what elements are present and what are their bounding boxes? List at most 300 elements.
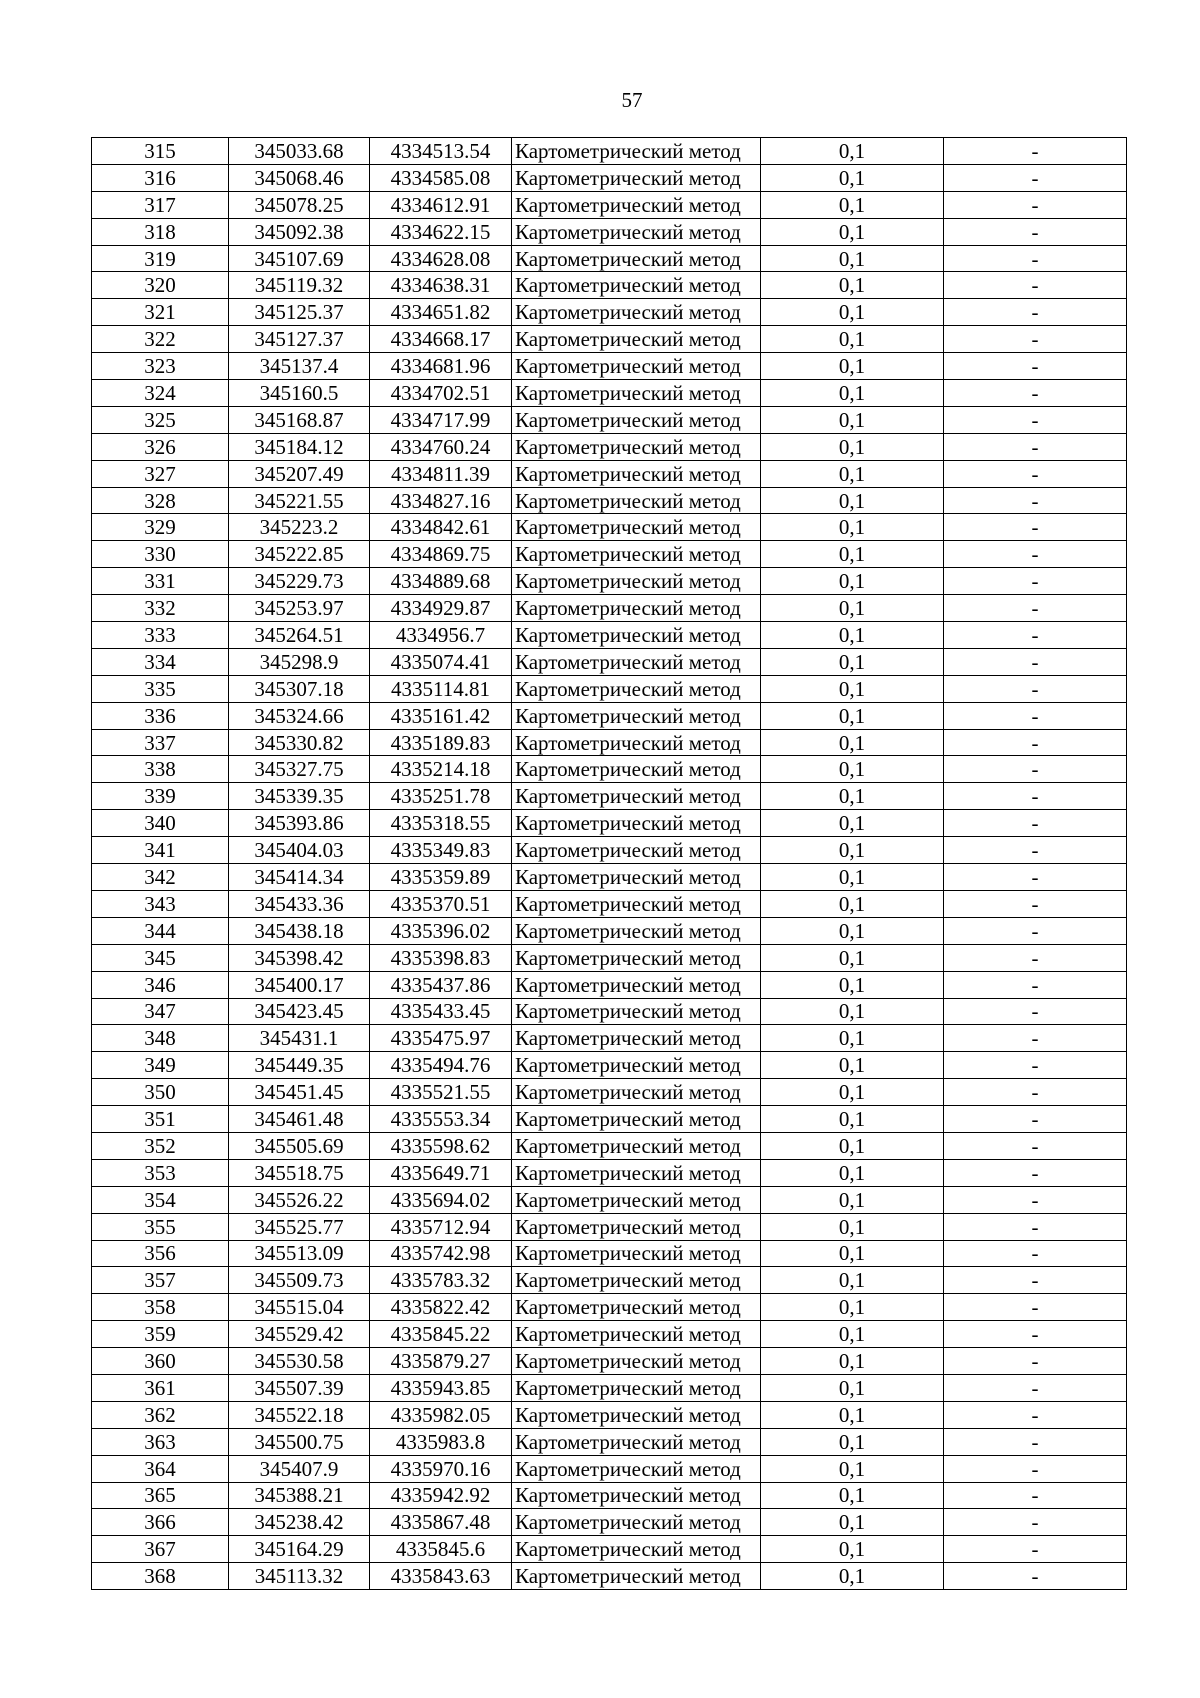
accuracy-cell: 0,1 (761, 595, 944, 622)
table-row (92, 218, 1127, 245)
method-cell: Картометрический метод (512, 622, 761, 649)
x-coordinate-cell: 345400.17 (229, 971, 370, 998)
table-row (92, 1267, 1127, 1294)
x-coordinate-cell: 345423.45 (229, 998, 370, 1025)
accuracy-cell: 0,1 (761, 837, 944, 864)
accuracy-cell: 0,1 (761, 1159, 944, 1186)
point-number-cell: 358 (92, 1294, 229, 1321)
x-coordinate-cell: 345207.49 (229, 460, 370, 487)
table-row (92, 487, 1127, 514)
y-coordinate-cell: 4335943.85 (370, 1374, 512, 1401)
dash-cell: - (944, 1401, 1127, 1428)
x-coordinate-cell: 345438.18 (229, 917, 370, 944)
y-coordinate-cell: 4335475.97 (370, 1025, 512, 1052)
method-cell: Картометрический метод (512, 837, 761, 864)
x-coordinate-cell: 345513.09 (229, 1240, 370, 1267)
method-cell: Картометрический метод (512, 1509, 761, 1536)
x-coordinate-cell: 345393.86 (229, 810, 370, 837)
x-coordinate-cell: 345388.21 (229, 1482, 370, 1509)
point-number-cell: 355 (92, 1213, 229, 1240)
y-coordinate-cell: 4335349.83 (370, 837, 512, 864)
y-coordinate-cell: 4335942.92 (370, 1482, 512, 1509)
table-row (92, 595, 1127, 622)
accuracy-cell: 0,1 (761, 783, 944, 810)
point-number-cell: 336 (92, 702, 229, 729)
accuracy-cell: 0,1 (761, 514, 944, 541)
method-cell: Картометрический метод (512, 1536, 761, 1563)
point-number-cell: 359 (92, 1321, 229, 1348)
y-coordinate-cell: 4335359.89 (370, 864, 512, 891)
accuracy-cell: 0,1 (761, 380, 944, 407)
table-row (92, 810, 1127, 837)
x-coordinate-cell: 345078.25 (229, 191, 370, 218)
y-coordinate-cell: 4334929.87 (370, 595, 512, 622)
table-row (92, 380, 1127, 407)
dash-cell: - (944, 1536, 1127, 1563)
dash-cell: - (944, 138, 1127, 165)
y-coordinate-cell: 4335712.94 (370, 1213, 512, 1240)
accuracy-cell: 0,1 (761, 299, 944, 326)
method-cell: Картометрический метод (512, 272, 761, 299)
dash-cell: - (944, 595, 1127, 622)
point-number-cell: 335 (92, 675, 229, 702)
method-cell: Картометрический метод (512, 756, 761, 783)
table-row (92, 864, 1127, 891)
point-number-cell: 360 (92, 1348, 229, 1375)
table-row (92, 1348, 1127, 1375)
x-coordinate-cell: 345229.73 (229, 568, 370, 595)
y-coordinate-cell: 4335396.02 (370, 917, 512, 944)
method-cell: Картометрический метод (512, 1401, 761, 1428)
dash-cell: - (944, 353, 1127, 380)
point-number-cell: 343 (92, 890, 229, 917)
accuracy-cell: 0,1 (761, 998, 944, 1025)
y-coordinate-cell: 4334827.16 (370, 487, 512, 514)
method-cell: Картометрический метод (512, 810, 761, 837)
method-cell: Картометрический метод (512, 514, 761, 541)
point-number-cell: 333 (92, 622, 229, 649)
accuracy-cell: 0,1 (761, 1536, 944, 1563)
x-coordinate-cell: 345505.69 (229, 1132, 370, 1159)
accuracy-cell: 0,1 (761, 218, 944, 245)
y-coordinate-cell: 4334889.68 (370, 568, 512, 595)
x-coordinate-cell: 345253.97 (229, 595, 370, 622)
y-coordinate-cell: 4334811.39 (370, 460, 512, 487)
x-coordinate-cell: 345431.1 (229, 1025, 370, 1052)
point-number-cell: 368 (92, 1563, 229, 1590)
point-number-cell: 332 (92, 595, 229, 622)
x-coordinate-cell: 345526.22 (229, 1186, 370, 1213)
accuracy-cell: 0,1 (761, 1321, 944, 1348)
dash-cell: - (944, 971, 1127, 998)
y-coordinate-cell: 4335370.51 (370, 890, 512, 917)
point-number-cell: 363 (92, 1428, 229, 1455)
dash-cell: - (944, 1025, 1127, 1052)
table-row (92, 837, 1127, 864)
dash-cell: - (944, 299, 1127, 326)
method-cell: Картометрический метод (512, 433, 761, 460)
method-cell: Картометрический метод (512, 1132, 761, 1159)
accuracy-cell: 0,1 (761, 1052, 944, 1079)
y-coordinate-cell: 4334628.08 (370, 245, 512, 272)
x-coordinate-cell: 345433.36 (229, 890, 370, 917)
accuracy-cell: 0,1 (761, 460, 944, 487)
y-coordinate-cell: 4334760.24 (370, 433, 512, 460)
y-coordinate-cell: 4335214.18 (370, 756, 512, 783)
y-coordinate-cell: 4335114.81 (370, 675, 512, 702)
accuracy-cell: 0,1 (761, 1428, 944, 1455)
x-coordinate-cell: 345125.37 (229, 299, 370, 326)
y-coordinate-cell: 4334651.82 (370, 299, 512, 326)
table-row (92, 1106, 1127, 1133)
table-row (92, 1132, 1127, 1159)
accuracy-cell: 0,1 (761, 1509, 944, 1536)
dash-cell: - (944, 1240, 1127, 1267)
table-row (92, 702, 1127, 729)
point-number-cell: 321 (92, 299, 229, 326)
table-row (92, 1401, 1127, 1428)
accuracy-cell: 0,1 (761, 1374, 944, 1401)
point-number-cell: 325 (92, 406, 229, 433)
x-coordinate-cell: 345404.03 (229, 837, 370, 864)
table-row (92, 1509, 1127, 1536)
page-number: 57 (621, 88, 643, 112)
x-coordinate-cell: 345221.55 (229, 487, 370, 514)
point-number-cell: 357 (92, 1267, 229, 1294)
accuracy-cell: 0,1 (761, 191, 944, 218)
x-coordinate-cell: 345530.58 (229, 1348, 370, 1375)
method-cell: Картометрический метод (512, 998, 761, 1025)
dash-cell: - (944, 1294, 1127, 1321)
point-number-cell: 364 (92, 1455, 229, 1482)
table-row (92, 1079, 1127, 1106)
method-cell: Картометрический метод (512, 648, 761, 675)
method-cell: Картометрический метод (512, 380, 761, 407)
dash-cell: - (944, 1321, 1127, 1348)
table-row (92, 541, 1127, 568)
point-number-cell: 324 (92, 380, 229, 407)
x-coordinate-cell: 345298.9 (229, 648, 370, 675)
dash-cell: - (944, 648, 1127, 675)
point-number-cell: 326 (92, 433, 229, 460)
point-number-cell: 366 (92, 1509, 229, 1536)
accuracy-cell: 0,1 (761, 890, 944, 917)
accuracy-cell: 0,1 (761, 756, 944, 783)
method-cell: Картометрический метод (512, 783, 761, 810)
point-number-cell: 330 (92, 541, 229, 568)
y-coordinate-cell: 4334842.61 (370, 514, 512, 541)
x-coordinate-cell: 345107.69 (229, 245, 370, 272)
method-cell: Картометрический метод (512, 917, 761, 944)
method-cell: Картометрический метод (512, 1348, 761, 1375)
point-number-cell: 352 (92, 1132, 229, 1159)
accuracy-cell: 0,1 (761, 1401, 944, 1428)
y-coordinate-cell: 4335845.22 (370, 1321, 512, 1348)
x-coordinate-cell: 345522.18 (229, 1401, 370, 1428)
y-coordinate-cell: 4334717.99 (370, 406, 512, 433)
method-cell: Картометрический метод (512, 487, 761, 514)
y-coordinate-cell: 4334612.91 (370, 191, 512, 218)
accuracy-cell: 0,1 (761, 971, 944, 998)
table-row (92, 138, 1127, 165)
y-coordinate-cell: 4335783.32 (370, 1267, 512, 1294)
accuracy-cell: 0,1 (761, 729, 944, 756)
dash-cell: - (944, 487, 1127, 514)
dash-cell: - (944, 917, 1127, 944)
method-cell: Картометрический метод (512, 1455, 761, 1482)
method-cell: Картометрический метод (512, 890, 761, 917)
y-coordinate-cell: 4335970.16 (370, 1455, 512, 1482)
dash-cell: - (944, 218, 1127, 245)
accuracy-cell: 0,1 (761, 433, 944, 460)
y-coordinate-cell: 4335398.83 (370, 944, 512, 971)
point-number-cell: 344 (92, 917, 229, 944)
x-coordinate-cell: 345222.85 (229, 541, 370, 568)
table-row (92, 164, 1127, 191)
accuracy-cell: 0,1 (761, 541, 944, 568)
method-cell: Картометрический метод (512, 218, 761, 245)
table-row (92, 971, 1127, 998)
dash-cell: - (944, 1267, 1127, 1294)
x-coordinate-cell: 345327.75 (229, 756, 370, 783)
x-coordinate-cell: 345407.9 (229, 1455, 370, 1482)
dash-cell: - (944, 191, 1127, 218)
accuracy-cell: 0,1 (761, 1294, 944, 1321)
y-coordinate-cell: 4335982.05 (370, 1401, 512, 1428)
method-cell: Картометрический метод (512, 1321, 761, 1348)
method-cell: Картометрический метод (512, 675, 761, 702)
point-number-cell: 346 (92, 971, 229, 998)
x-coordinate-cell: 345339.35 (229, 783, 370, 810)
accuracy-cell: 0,1 (761, 1213, 944, 1240)
x-coordinate-cell: 345307.18 (229, 675, 370, 702)
dash-cell: - (944, 622, 1127, 649)
method-cell: Картометрический метод (512, 1294, 761, 1321)
point-number-cell: 323 (92, 353, 229, 380)
method-cell: Картометрический метод (512, 1428, 761, 1455)
accuracy-cell: 0,1 (761, 1563, 944, 1590)
point-number-cell: 349 (92, 1052, 229, 1079)
point-number-cell: 319 (92, 245, 229, 272)
dash-cell: - (944, 326, 1127, 353)
dash-cell: - (944, 998, 1127, 1025)
dash-cell: - (944, 783, 1127, 810)
accuracy-cell: 0,1 (761, 648, 944, 675)
point-number-cell: 320 (92, 272, 229, 299)
table-row (92, 917, 1127, 944)
coordinates-table-body (92, 138, 1127, 1590)
y-coordinate-cell: 4335649.71 (370, 1159, 512, 1186)
point-number-cell: 318 (92, 218, 229, 245)
y-coordinate-cell: 4335074.41 (370, 648, 512, 675)
x-coordinate-cell: 345525.77 (229, 1213, 370, 1240)
accuracy-cell: 0,1 (761, 1482, 944, 1509)
accuracy-cell: 0,1 (761, 622, 944, 649)
x-coordinate-cell: 345068.46 (229, 164, 370, 191)
point-number-cell: 362 (92, 1401, 229, 1428)
table-row (92, 1186, 1127, 1213)
accuracy-cell: 0,1 (761, 326, 944, 353)
method-cell: Картометрический метод (512, 1025, 761, 1052)
dash-cell: - (944, 675, 1127, 702)
y-coordinate-cell: 4335694.02 (370, 1186, 512, 1213)
method-cell: Картометрический метод (512, 1267, 761, 1294)
x-coordinate-cell: 345507.39 (229, 1374, 370, 1401)
point-number-cell: 322 (92, 326, 229, 353)
point-number-cell: 331 (92, 568, 229, 595)
method-cell: Картометрический метод (512, 1106, 761, 1133)
dash-cell: - (944, 729, 1127, 756)
point-number-cell: 334 (92, 648, 229, 675)
x-coordinate-cell: 345451.45 (229, 1079, 370, 1106)
coordinates-table (91, 137, 1127, 1590)
y-coordinate-cell: 4334622.15 (370, 218, 512, 245)
accuracy-cell: 0,1 (761, 245, 944, 272)
point-number-cell: 353 (92, 1159, 229, 1186)
point-number-cell: 340 (92, 810, 229, 837)
dash-cell: - (944, 514, 1127, 541)
point-number-cell: 365 (92, 1482, 229, 1509)
table-row (92, 245, 1127, 272)
x-coordinate-cell: 345223.2 (229, 514, 370, 541)
x-coordinate-cell: 345509.73 (229, 1267, 370, 1294)
dash-cell: - (944, 756, 1127, 783)
y-coordinate-cell: 4334585.08 (370, 164, 512, 191)
point-number-cell: 345 (92, 944, 229, 971)
dash-cell: - (944, 1455, 1127, 1482)
dash-cell: - (944, 380, 1127, 407)
x-coordinate-cell: 345414.34 (229, 864, 370, 891)
x-coordinate-cell: 345461.48 (229, 1106, 370, 1133)
table-row (92, 675, 1127, 702)
x-coordinate-cell: 345092.38 (229, 218, 370, 245)
dash-cell: - (944, 1079, 1127, 1106)
dash-cell: - (944, 406, 1127, 433)
x-coordinate-cell: 345324.66 (229, 702, 370, 729)
y-coordinate-cell: 4335318.55 (370, 810, 512, 837)
accuracy-cell: 0,1 (761, 810, 944, 837)
x-coordinate-cell: 345529.42 (229, 1321, 370, 1348)
method-cell: Картометрический метод (512, 460, 761, 487)
y-coordinate-cell: 4335161.42 (370, 702, 512, 729)
dash-cell: - (944, 272, 1127, 299)
method-cell: Картометрический метод (512, 299, 761, 326)
table-row (92, 299, 1127, 326)
dash-cell: - (944, 1482, 1127, 1509)
accuracy-cell: 0,1 (761, 1240, 944, 1267)
table-row (92, 272, 1127, 299)
point-number-cell: 361 (92, 1374, 229, 1401)
dash-cell: - (944, 460, 1127, 487)
table-row (92, 406, 1127, 433)
table-row (92, 514, 1127, 541)
table-row (92, 944, 1127, 971)
method-cell: Картометрический метод (512, 864, 761, 891)
dash-cell: - (944, 245, 1127, 272)
method-cell: Картометрический метод (512, 702, 761, 729)
y-coordinate-cell: 4335433.45 (370, 998, 512, 1025)
y-coordinate-cell: 4334956.7 (370, 622, 512, 649)
dash-cell: - (944, 1159, 1127, 1186)
method-cell: Картометрический метод (512, 568, 761, 595)
method-cell: Картометрический метод (512, 1374, 761, 1401)
dash-cell: - (944, 1428, 1127, 1455)
dash-cell: - (944, 864, 1127, 891)
table-row (92, 1052, 1127, 1079)
point-number-cell: 338 (92, 756, 229, 783)
table-row (92, 1536, 1127, 1563)
accuracy-cell: 0,1 (761, 1025, 944, 1052)
method-cell: Картометрический метод (512, 595, 761, 622)
dash-cell: - (944, 1106, 1127, 1133)
y-coordinate-cell: 4335598.62 (370, 1132, 512, 1159)
accuracy-cell: 0,1 (761, 1106, 944, 1133)
dash-cell: - (944, 837, 1127, 864)
method-cell: Картометрический метод (512, 245, 761, 272)
dash-cell: - (944, 1348, 1127, 1375)
table-row (92, 756, 1127, 783)
method-cell: Картометрический метод (512, 191, 761, 218)
y-coordinate-cell: 4335437.86 (370, 971, 512, 998)
x-coordinate-cell: 345449.35 (229, 1052, 370, 1079)
accuracy-cell: 0,1 (761, 864, 944, 891)
accuracy-cell: 0,1 (761, 702, 944, 729)
method-cell: Картометрический метод (512, 1213, 761, 1240)
y-coordinate-cell: 4334681.96 (370, 353, 512, 380)
x-coordinate-cell: 345264.51 (229, 622, 370, 649)
accuracy-cell: 0,1 (761, 164, 944, 191)
point-number-cell: 351 (92, 1106, 229, 1133)
method-cell: Картометрический метод (512, 353, 761, 380)
point-number-cell: 329 (92, 514, 229, 541)
x-coordinate-cell: 345119.32 (229, 272, 370, 299)
accuracy-cell: 0,1 (761, 675, 944, 702)
point-number-cell: 348 (92, 1025, 229, 1052)
accuracy-cell: 0,1 (761, 944, 944, 971)
accuracy-cell: 0,1 (761, 487, 944, 514)
x-coordinate-cell: 345127.37 (229, 326, 370, 353)
x-coordinate-cell: 345500.75 (229, 1428, 370, 1455)
table-row (92, 1374, 1127, 1401)
x-coordinate-cell: 345184.12 (229, 433, 370, 460)
method-cell: Картометрический метод (512, 138, 761, 165)
table-row (92, 729, 1127, 756)
point-number-cell: 356 (92, 1240, 229, 1267)
point-number-cell: 337 (92, 729, 229, 756)
table-row (92, 1240, 1127, 1267)
accuracy-cell: 0,1 (761, 1186, 944, 1213)
method-cell: Картометрический метод (512, 1482, 761, 1509)
accuracy-cell: 0,1 (761, 568, 944, 595)
dash-cell: - (944, 1563, 1127, 1590)
table-row (92, 1563, 1127, 1590)
table-row (92, 648, 1127, 675)
y-coordinate-cell: 4334638.31 (370, 272, 512, 299)
table-row (92, 353, 1127, 380)
accuracy-cell: 0,1 (761, 1079, 944, 1106)
point-number-cell: 350 (92, 1079, 229, 1106)
dash-cell: - (944, 1052, 1127, 1079)
x-coordinate-cell: 345518.75 (229, 1159, 370, 1186)
dash-cell: - (944, 1374, 1127, 1401)
table-row (92, 1455, 1127, 1482)
method-cell: Картометрический метод (512, 541, 761, 568)
x-coordinate-cell: 345164.29 (229, 1536, 370, 1563)
dash-cell: - (944, 1509, 1127, 1536)
method-cell: Картометрический метод (512, 944, 761, 971)
accuracy-cell: 0,1 (761, 272, 944, 299)
dash-cell: - (944, 568, 1127, 595)
